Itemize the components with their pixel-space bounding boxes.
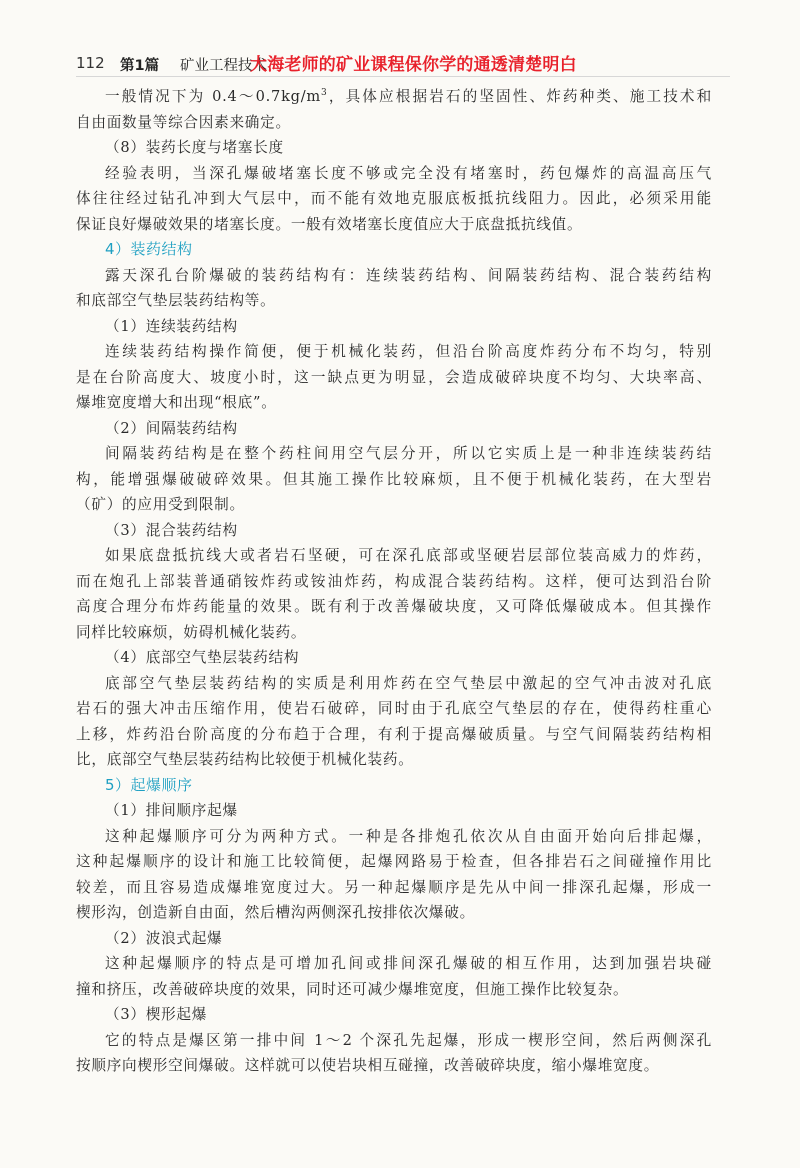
paragraph-line: 按顺序向楔形空间爆破。这样就可以使岩块相互碰撞，改善破碎块度，缩小爆堆宽度。 [76, 1057, 660, 1074]
paragraph-line: 上移，炸药沿台阶高度的分布趋于合理，有利于提高爆破质量。与空气间隔装药结构相 [76, 725, 712, 743]
paragraph-line: （矿）的应用受到限制。 [76, 496, 245, 513]
paragraph-line: 这种起爆顺序可分为两种方式。一种是各排炮孔依次从自由面开始向后排起爆， [105, 827, 712, 845]
paragraph-line: 这种起爆顺序的设计和施工比较简便，起爆网路易于检查，但各排岩石之间碰撞作用比 [76, 853, 712, 870]
paragraph-line: 保证良好爆破效果的堵塞长度。一般有效堵塞长度值应大于底盘抵抗线值。 [76, 215, 583, 233]
paragraph-line: 它的特点是爆区第一排中间 1～2 个深孔先起爆，形成一楔形空间，然后两侧深孔 [105, 1031, 712, 1049]
paragraph-line: 爆堆宽度增大和出现“根底”。 [76, 394, 277, 411]
paragraph-line: 露天深孔台阶爆破的装药结构有：连续装药结构、间隔装药结构、混合装药结构 [105, 266, 712, 284]
paragraph-line: 而在炮孔上部装普通硝铵炸药或铵油炸药，构成混合装药结构。这样，便可达到沿台阶 [76, 572, 712, 590]
paragraph-line: 经验表明，当深孔爆破堵塞长度不够或完全没有堵塞时，药包爆炸的高温高压气 [105, 164, 712, 182]
header-rule [76, 76, 730, 77]
page-header [76, 48, 736, 78]
section-heading-5: 5）起爆顺序 [105, 775, 193, 794]
subheading-3: （3）混合装药结构 [105, 521, 238, 539]
paragraph-line: 体往往经过钻孔冲到大气层中，而不能有效地克服底板抵抗线阻力。因此，必须采用能 [76, 190, 712, 207]
page-body [76, 84, 712, 1079]
paragraph-line: 构，能增强爆破破碎效果。但其施工操作比较麻烦，且不便于机械化装药，在大型岩 [76, 470, 712, 488]
subheading-1: （1）连续装药结构 [105, 317, 238, 335]
paragraph-line: 楔形沟，创造新自由面，然后槽沟两侧深孔按排依次爆破。 [76, 904, 475, 921]
section-heading-4: 4）装药结构 [105, 240, 193, 258]
part-label: 第1篇 [120, 58, 160, 74]
subheading-8: （8）装药长度与堵塞长度 [105, 139, 284, 156]
subheading-k1: （1）排间顺序起爆 [105, 802, 238, 819]
paragraph-line: 间隔装药结构是在整个药柱间用空气层分开，所以它实质上是一种非连续装药结 [105, 445, 712, 462]
subheading-4: （4）底部空气垫层装药结构 [105, 649, 300, 666]
paragraph-line: 这种起爆顺序的特点是可增加孔间或排间深孔爆破的相互作用，达到加强岩块碰 [105, 955, 712, 972]
paragraph-line: 较差，而且容易造成爆堆宽度过大。另一种起爆顺序是先从中间一排深孔起爆，形成一 [76, 878, 712, 896]
paragraph-line: 连续装药结构操作简便，便于机械化装药，但沿台阶高度炸药分布不均匀，特别 [105, 343, 712, 360]
subheading-k2: （2）波浪式起爆 [105, 929, 223, 947]
paragraph-line: 一般情况下为 $0.4\sim 0.7kg/m^3$，具体应根据岩石的坚固性、炸药种类、施工技术和 [105, 88, 712, 105]
paragraph-line: 同样比较麻烦，妨碍机械化装药。 [76, 623, 307, 641]
paragraph-line: 比，底部空气垫层装药结构比较便于机械化装药。 [76, 751, 414, 768]
paragraph-line: 如果底盘抵抗线大或者岩石坚硬，可在深孔底部或坚硬岩层部位装高威力的炸药， [105, 547, 712, 564]
paragraph-line: 底部空气垫层装药结构的实质是利用炸药在空气垫层中激起的空气冲击波对孔底 [105, 674, 712, 692]
paragraph-line: 撞和挤压，改善破碎块度的效果，同时还可减少爆堆宽度，但施工操作比较复杂。 [76, 980, 629, 998]
paragraph-line: 是在台阶高度大、坡度小时，这一缺点更为明显，会造成破碎块度不均匀、大块率高、 [76, 368, 712, 386]
watermark-text: 大海老师的矿业课程保你学的通透清楚明白 [250, 55, 577, 75]
page-number: 112 [76, 54, 105, 72]
paragraph-line: 自由面数量等综合因素来确定。 [76, 113, 291, 131]
paragraph-line: 高度合理分布炸药能量的效果。既有利于改善爆破块度，又可降低爆破成本。但其操作 [76, 598, 712, 615]
paragraph-line: 和底部空气垫层装药结构等。 [76, 292, 276, 309]
subheading-2: （2）间隔装药结构 [105, 419, 238, 437]
paragraph-line: 岩石的强大冲击压缩作用，使岩石破碎，同时由于孔底空气垫层的存在，使得药柱重心 [76, 700, 712, 717]
chapter-title: 矿业工程技术 [180, 58, 267, 74]
subheading-k3: （3）楔形起爆 [105, 1006, 208, 1023]
